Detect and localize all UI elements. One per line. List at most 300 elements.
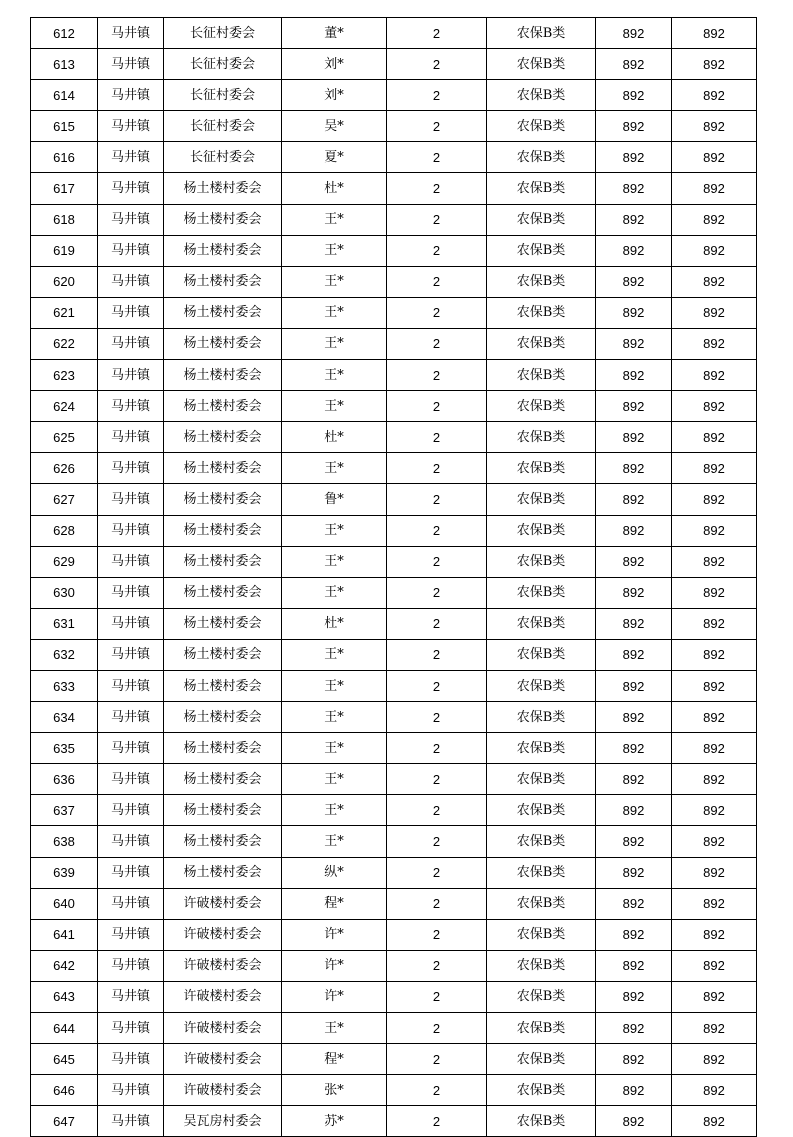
insurance-category-cell: 农保B类 (487, 142, 596, 173)
village-committee-cell: 许破楼村委会 (164, 1013, 282, 1044)
total-amount-cell: 892 (672, 328, 757, 359)
name-cell: 王* (282, 546, 387, 577)
row-number-cell: 623 (31, 360, 98, 391)
total-amount-cell: 892 (672, 422, 757, 453)
household-size-cell: 2 (387, 888, 487, 919)
insurance-category-cell: 农保B类 (487, 266, 596, 297)
village-committee-cell: 许破楼村委会 (164, 888, 282, 919)
town-cell: 马井镇 (98, 266, 164, 297)
household-size-cell: 2 (387, 173, 487, 204)
amount-cell: 892 (596, 80, 672, 111)
total-amount-cell: 892 (672, 702, 757, 733)
amount-cell: 892 (596, 764, 672, 795)
total-amount-cell: 892 (672, 204, 757, 235)
total-amount-cell: 892 (672, 577, 757, 608)
name-cell: 王* (282, 702, 387, 733)
insurance-category-cell: 农保B类 (487, 204, 596, 235)
insurance-category-cell: 农保B类 (487, 733, 596, 764)
table-row (31, 453, 757, 484)
name-cell: 王* (282, 795, 387, 826)
insurance-category-cell: 农保B类 (487, 484, 596, 515)
amount-cell: 892 (596, 360, 672, 391)
village-committee-cell: 长征村委会 (164, 142, 282, 173)
table-row (31, 1106, 757, 1137)
table-row (31, 204, 757, 235)
insurance-category-cell: 农保B类 (487, 391, 596, 422)
row-number-cell: 622 (31, 328, 98, 359)
village-committee-cell: 杨土楼村委会 (164, 670, 282, 701)
household-size-cell: 2 (387, 453, 487, 484)
row-number-cell: 626 (31, 453, 98, 484)
table-row (31, 142, 757, 173)
name-cell: 杜* (282, 422, 387, 453)
row-number-cell: 613 (31, 49, 98, 80)
name-cell: 王* (282, 733, 387, 764)
household-size-cell: 2 (387, 1013, 487, 1044)
household-size-cell: 2 (387, 950, 487, 981)
town-cell: 马井镇 (98, 670, 164, 701)
town-cell: 马井镇 (98, 857, 164, 888)
row-number-cell: 638 (31, 826, 98, 857)
village-committee-cell: 杨土楼村委会 (164, 297, 282, 328)
household-size-cell: 2 (387, 422, 487, 453)
row-number-cell: 647 (31, 1106, 98, 1137)
town-cell: 马井镇 (98, 733, 164, 764)
table-row (31, 981, 757, 1012)
village-committee-cell: 许破楼村委会 (164, 1044, 282, 1075)
total-amount-cell: 892 (672, 608, 757, 639)
village-committee-cell: 杨土楼村委会 (164, 764, 282, 795)
table-row (31, 360, 757, 391)
table-row (31, 422, 757, 453)
total-amount-cell: 892 (672, 235, 757, 266)
row-number-cell: 614 (31, 80, 98, 111)
amount-cell: 892 (596, 49, 672, 80)
row-number-cell: 636 (31, 764, 98, 795)
amount-cell: 892 (596, 577, 672, 608)
household-size-cell: 2 (387, 764, 487, 795)
household-size-cell: 2 (387, 670, 487, 701)
household-size-cell: 2 (387, 80, 487, 111)
village-committee-cell: 杨土楼村委会 (164, 360, 282, 391)
name-cell: 杜* (282, 173, 387, 204)
row-number-cell: 631 (31, 608, 98, 639)
row-number-cell: 643 (31, 981, 98, 1012)
table-row (31, 80, 757, 111)
total-amount-cell: 892 (672, 764, 757, 795)
row-number-cell: 617 (31, 173, 98, 204)
total-amount-cell: 892 (672, 484, 757, 515)
town-cell: 马井镇 (98, 328, 164, 359)
village-committee-cell: 杨土楼村委会 (164, 484, 282, 515)
total-amount-cell: 892 (672, 142, 757, 173)
town-cell: 马井镇 (98, 1013, 164, 1044)
row-number-cell: 615 (31, 111, 98, 142)
household-size-cell: 2 (387, 1075, 487, 1106)
town-cell: 马井镇 (98, 360, 164, 391)
amount-cell: 892 (596, 235, 672, 266)
name-cell: 张* (282, 1075, 387, 1106)
total-amount-cell: 892 (672, 111, 757, 142)
household-size-cell: 2 (387, 266, 487, 297)
name-cell: 王* (282, 515, 387, 546)
row-number-cell: 641 (31, 919, 98, 950)
total-amount-cell: 892 (672, 173, 757, 204)
town-cell: 马井镇 (98, 453, 164, 484)
insurance-category-cell: 农保B类 (487, 981, 596, 1012)
insurance-category-cell: 农保B类 (487, 919, 596, 950)
household-size-cell: 2 (387, 360, 487, 391)
household-size-cell: 2 (387, 142, 487, 173)
amount-cell: 892 (596, 1075, 672, 1106)
household-size-cell: 2 (387, 18, 487, 49)
amount-cell: 892 (596, 888, 672, 919)
table-row (31, 328, 757, 359)
household-size-cell: 2 (387, 733, 487, 764)
row-number-cell: 618 (31, 204, 98, 235)
town-cell: 马井镇 (98, 981, 164, 1012)
amount-cell: 892 (596, 204, 672, 235)
insurance-category-cell: 农保B类 (487, 1075, 596, 1106)
name-cell: 王* (282, 360, 387, 391)
row-number-cell: 629 (31, 546, 98, 577)
village-committee-cell: 杨土楼村委会 (164, 733, 282, 764)
table-row (31, 608, 757, 639)
name-cell: 夏* (282, 142, 387, 173)
insurance-category-cell: 农保B类 (487, 173, 596, 204)
village-committee-cell: 杨土楼村委会 (164, 173, 282, 204)
village-committee-cell: 杨土楼村委会 (164, 639, 282, 670)
total-amount-cell: 892 (672, 453, 757, 484)
amount-cell: 892 (596, 826, 672, 857)
total-amount-cell: 892 (672, 391, 757, 422)
total-amount-cell: 892 (672, 80, 757, 111)
household-size-cell: 2 (387, 857, 487, 888)
total-amount-cell: 892 (672, 950, 757, 981)
household-size-cell: 2 (387, 702, 487, 733)
insurance-category-cell: 农保B类 (487, 857, 596, 888)
amount-cell: 892 (596, 391, 672, 422)
table-row (31, 577, 757, 608)
village-committee-cell: 杨土楼村委会 (164, 702, 282, 733)
town-cell: 马井镇 (98, 235, 164, 266)
insurance-category-cell: 农保B类 (487, 297, 596, 328)
village-committee-cell: 杨土楼村委会 (164, 453, 282, 484)
insurance-category-cell: 农保B类 (487, 80, 596, 111)
village-committee-cell: 吴瓦房村委会 (164, 1106, 282, 1137)
name-cell: 许* (282, 950, 387, 981)
name-cell: 程* (282, 1044, 387, 1075)
household-size-cell: 2 (387, 795, 487, 826)
town-cell: 马井镇 (98, 577, 164, 608)
town-cell: 马井镇 (98, 950, 164, 981)
row-number-cell: 639 (31, 857, 98, 888)
village-committee-cell: 杨土楼村委会 (164, 266, 282, 297)
row-number-cell: 645 (31, 1044, 98, 1075)
amount-cell: 892 (596, 173, 672, 204)
total-amount-cell: 892 (672, 49, 757, 80)
village-committee-cell: 杨土楼村委会 (164, 515, 282, 546)
table-row (31, 49, 757, 80)
village-committee-cell: 杨土楼村委会 (164, 391, 282, 422)
village-committee-cell: 杨土楼村委会 (164, 328, 282, 359)
insurance-category-cell: 农保B类 (487, 888, 596, 919)
total-amount-cell: 892 (672, 670, 757, 701)
table-row (31, 826, 757, 857)
insurance-category-cell: 农保B类 (487, 235, 596, 266)
amount-cell: 892 (596, 142, 672, 173)
row-number-cell: 633 (31, 670, 98, 701)
total-amount-cell: 892 (672, 826, 757, 857)
amount-cell: 892 (596, 422, 672, 453)
table-row (31, 266, 757, 297)
insurance-category-cell: 农保B类 (487, 639, 596, 670)
name-cell: 王* (282, 391, 387, 422)
row-number-cell: 628 (31, 515, 98, 546)
town-cell: 马井镇 (98, 49, 164, 80)
table-row (31, 391, 757, 422)
row-number-cell: 619 (31, 235, 98, 266)
insurance-category-cell: 农保B类 (487, 422, 596, 453)
amount-cell: 892 (596, 546, 672, 577)
table-row (31, 1044, 757, 1075)
total-amount-cell: 892 (672, 857, 757, 888)
town-cell: 马井镇 (98, 484, 164, 515)
village-committee-cell: 杨土楼村委会 (164, 422, 282, 453)
beneficiary-table (30, 17, 757, 1137)
town-cell: 马井镇 (98, 702, 164, 733)
row-number-cell: 637 (31, 795, 98, 826)
name-cell: 王* (282, 235, 387, 266)
row-number-cell: 635 (31, 733, 98, 764)
household-size-cell: 2 (387, 981, 487, 1012)
table-row (31, 297, 757, 328)
amount-cell: 892 (596, 950, 672, 981)
town-cell: 马井镇 (98, 1075, 164, 1106)
household-size-cell: 2 (387, 49, 487, 80)
row-number-cell: 642 (31, 950, 98, 981)
total-amount-cell: 892 (672, 266, 757, 297)
insurance-category-cell: 农保B类 (487, 670, 596, 701)
total-amount-cell: 892 (672, 297, 757, 328)
amount-cell: 892 (596, 18, 672, 49)
amount-cell: 892 (596, 981, 672, 1012)
insurance-category-cell: 农保B类 (487, 577, 596, 608)
name-cell: 王* (282, 639, 387, 670)
row-number-cell: 620 (31, 266, 98, 297)
table-row (31, 111, 757, 142)
town-cell: 马井镇 (98, 204, 164, 235)
name-cell: 王* (282, 297, 387, 328)
amount-cell: 892 (596, 297, 672, 328)
town-cell: 马井镇 (98, 888, 164, 919)
row-number-cell: 640 (31, 888, 98, 919)
name-cell: 王* (282, 1013, 387, 1044)
insurance-category-cell: 农保B类 (487, 453, 596, 484)
amount-cell: 892 (596, 608, 672, 639)
name-cell: 杜* (282, 608, 387, 639)
name-cell: 王* (282, 204, 387, 235)
town-cell: 马井镇 (98, 142, 164, 173)
insurance-category-cell: 农保B类 (487, 49, 596, 80)
household-size-cell: 2 (387, 111, 487, 142)
total-amount-cell: 892 (672, 1106, 757, 1137)
total-amount-cell: 892 (672, 1075, 757, 1106)
town-cell: 马井镇 (98, 391, 164, 422)
row-number-cell: 612 (31, 18, 98, 49)
household-size-cell: 2 (387, 235, 487, 266)
row-number-cell: 644 (31, 1013, 98, 1044)
table-row (31, 235, 757, 266)
total-amount-cell: 892 (672, 546, 757, 577)
village-committee-cell: 许破楼村委会 (164, 950, 282, 981)
row-number-cell: 646 (31, 1075, 98, 1106)
name-cell: 鲁* (282, 484, 387, 515)
amount-cell: 892 (596, 484, 672, 515)
amount-cell: 892 (596, 111, 672, 142)
table-row (31, 515, 757, 546)
insurance-category-cell: 农保B类 (487, 764, 596, 795)
name-cell: 刘* (282, 80, 387, 111)
table-row (31, 639, 757, 670)
insurance-category-cell: 农保B类 (487, 546, 596, 577)
village-committee-cell: 长征村委会 (164, 49, 282, 80)
insurance-category-cell: 农保B类 (487, 1013, 596, 1044)
town-cell: 马井镇 (98, 515, 164, 546)
total-amount-cell: 892 (672, 733, 757, 764)
village-committee-cell: 许破楼村委会 (164, 981, 282, 1012)
town-cell: 马井镇 (98, 826, 164, 857)
table-body (31, 18, 757, 1137)
name-cell: 王* (282, 266, 387, 297)
household-size-cell: 2 (387, 826, 487, 857)
village-committee-cell: 长征村委会 (164, 18, 282, 49)
household-size-cell: 2 (387, 391, 487, 422)
table-row (31, 18, 757, 49)
household-size-cell: 2 (387, 1106, 487, 1137)
village-committee-cell: 杨土楼村委会 (164, 235, 282, 266)
table-row (31, 919, 757, 950)
household-size-cell: 2 (387, 608, 487, 639)
total-amount-cell: 892 (672, 795, 757, 826)
table-row (31, 702, 757, 733)
household-size-cell: 2 (387, 546, 487, 577)
village-committee-cell: 杨土楼村委会 (164, 608, 282, 639)
amount-cell: 892 (596, 919, 672, 950)
household-size-cell: 2 (387, 515, 487, 546)
household-size-cell: 2 (387, 204, 487, 235)
row-number-cell: 624 (31, 391, 98, 422)
name-cell: 苏* (282, 1106, 387, 1137)
row-number-cell: 634 (31, 702, 98, 733)
village-committee-cell: 杨土楼村委会 (164, 204, 282, 235)
name-cell: 王* (282, 328, 387, 359)
amount-cell: 892 (596, 733, 672, 764)
household-size-cell: 2 (387, 1044, 487, 1075)
town-cell: 马井镇 (98, 111, 164, 142)
amount-cell: 892 (596, 453, 672, 484)
town-cell: 马井镇 (98, 919, 164, 950)
amount-cell: 892 (596, 266, 672, 297)
total-amount-cell: 892 (672, 1044, 757, 1075)
amount-cell: 892 (596, 1044, 672, 1075)
town-cell: 马井镇 (98, 764, 164, 795)
table-row (31, 857, 757, 888)
insurance-category-cell: 农保B类 (487, 1106, 596, 1137)
total-amount-cell: 892 (672, 888, 757, 919)
household-size-cell: 2 (387, 328, 487, 359)
amount-cell: 892 (596, 670, 672, 701)
village-committee-cell: 杨土楼村委会 (164, 795, 282, 826)
insurance-category-cell: 农保B类 (487, 111, 596, 142)
table-row (31, 1075, 757, 1106)
town-cell: 马井镇 (98, 639, 164, 670)
town-cell: 马井镇 (98, 173, 164, 204)
name-cell: 王* (282, 764, 387, 795)
village-committee-cell: 许破楼村委会 (164, 919, 282, 950)
village-committee-cell: 杨土楼村委会 (164, 857, 282, 888)
insurance-category-cell: 农保B类 (487, 608, 596, 639)
row-number-cell: 627 (31, 484, 98, 515)
insurance-category-cell: 农保B类 (487, 826, 596, 857)
table-row (31, 670, 757, 701)
insurance-category-cell: 农保B类 (487, 702, 596, 733)
village-committee-cell: 杨土楼村委会 (164, 546, 282, 577)
total-amount-cell: 892 (672, 639, 757, 670)
amount-cell: 892 (596, 328, 672, 359)
total-amount-cell: 892 (672, 515, 757, 546)
name-cell: 程* (282, 888, 387, 919)
name-cell: 王* (282, 826, 387, 857)
insurance-category-cell: 农保B类 (487, 950, 596, 981)
total-amount-cell: 892 (672, 18, 757, 49)
total-amount-cell: 892 (672, 981, 757, 1012)
household-size-cell: 2 (387, 639, 487, 670)
amount-cell: 892 (596, 795, 672, 826)
table-row (31, 546, 757, 577)
insurance-category-cell: 农保B类 (487, 515, 596, 546)
row-number-cell: 632 (31, 639, 98, 670)
row-number-cell: 625 (31, 422, 98, 453)
name-cell: 许* (282, 919, 387, 950)
table-row (31, 888, 757, 919)
name-cell: 纵* (282, 857, 387, 888)
table-row (31, 173, 757, 204)
table-row (31, 950, 757, 981)
town-cell: 马井镇 (98, 18, 164, 49)
amount-cell: 892 (596, 1106, 672, 1137)
household-size-cell: 2 (387, 484, 487, 515)
amount-cell: 892 (596, 857, 672, 888)
name-cell: 董* (282, 18, 387, 49)
insurance-category-cell: 农保B类 (487, 360, 596, 391)
name-cell: 王* (282, 670, 387, 701)
town-cell: 马井镇 (98, 297, 164, 328)
insurance-category-cell: 农保B类 (487, 795, 596, 826)
village-committee-cell: 杨土楼村委会 (164, 577, 282, 608)
amount-cell: 892 (596, 515, 672, 546)
table-row (31, 733, 757, 764)
village-committee-cell: 许破楼村委会 (164, 1075, 282, 1106)
row-number-cell: 621 (31, 297, 98, 328)
total-amount-cell: 892 (672, 1013, 757, 1044)
town-cell: 马井镇 (98, 80, 164, 111)
name-cell: 刘* (282, 49, 387, 80)
village-committee-cell: 杨土楼村委会 (164, 826, 282, 857)
town-cell: 马井镇 (98, 1044, 164, 1075)
row-number-cell: 630 (31, 577, 98, 608)
name-cell: 王* (282, 453, 387, 484)
